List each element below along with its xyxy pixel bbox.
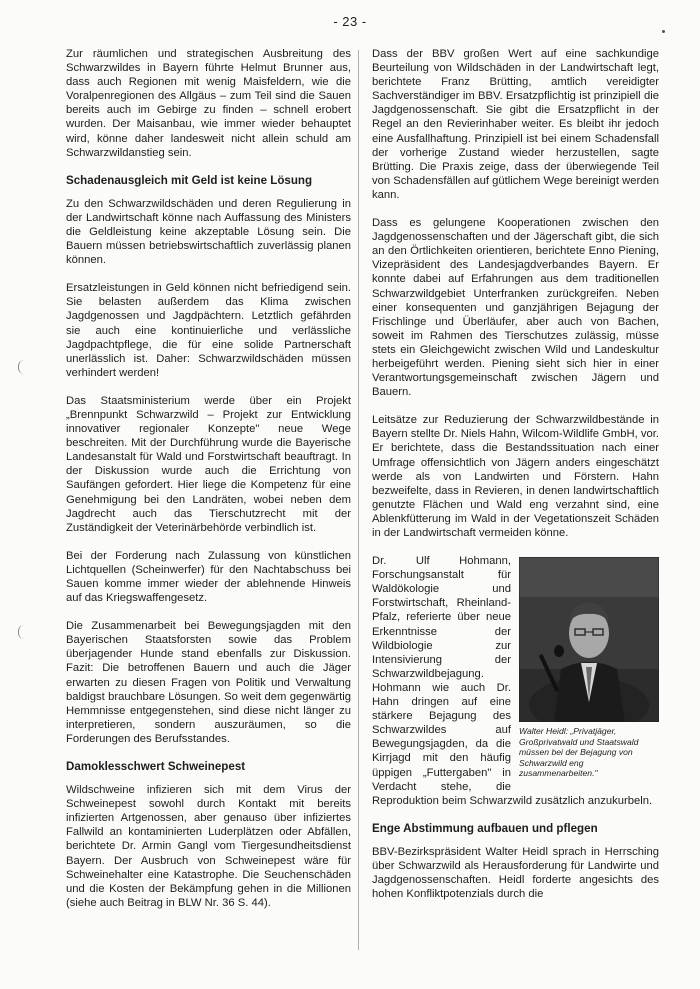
paragraph: Zur räumlichen und strategischen Ausbreitung des Schwarzwildes in Bayern führte Helmut Brunner aus, dass auch Regionen mit wenig Maisfeldern, wie die Voralpenregionen des Allgäus – zum Teil sind die Sauen bereits auch im Gebirge zu finden – schnell erobert wurden. Der Maisanbau, wie immer wieder behauptet wird, könne daher landesweit nicht allein schuld am Schwarzwildanstieg sein. — [66, 48, 351, 159]
scan-speck — [662, 30, 665, 33]
binding-hole-mark — [18, 360, 27, 374]
section-heading: Damoklesschwert Schweinepest — [66, 760, 246, 774]
paragraph: Dass es gelungene Kooperationen zwischen den Jagdgenossenschaften und der Jägerschaft gibt, die sich an den Örtlichkeiten orientieren, berichtete Enno Piening, Vizepräsident des Landesjagdverbandes Bayern. Er konnte dabei auf Erfahrungen aus dem traditionellen Schwarzwildgebiet Unterfranken zurückgreifen. Neben einer konsequenten und ganzjährigen Bejagung der Frischlinge und Überläufer, aber auch von Bachen, soweit im Rahmen des Tierschutzes zulässig, müsse stets ein Gleichgewicht zwischen Wild und Landeskultur herbeigeführt werden. Piening sieht sich hier in einer Verantwortungsgemeinschaft zwischen Jägern und Bauern. — [372, 217, 659, 399]
column-divider — [358, 50, 359, 950]
paragraph: Wildschweine infizieren sich mit dem Virus der Schweinepest sowohl durch Kontakt mit bereits infizierten Artgenossen, aber genauso über infiziertes Fallwild an kontaminierten Luderplätzen oder Abfällen, berichtete Dr. Armin Gangl vom Tiergesundheitsdienst Bayern. Der Ausbruch von Schweinepest wäre für Schweinehalter eine Katastrophe. Die Seuchenschäden und die Kosten der Bekämpfung gehen in die Millionen (siehe auch Beitrag in BLW Nr. 36 S. 44). — [66, 784, 351, 909]
paragraph: Ersatzleistungen in Geld können nicht befriedigend sein. Sie belasten außerdem das Klima zwischen Jagdgenossen und Jagdpächtern. Letztlich gefährden sie auch eine kontinuierliche und verlässliche Jagdpachtpflege, die für eine solide Partnerschaft unerlässlich ist. Daher: Schwarzwildschäden müssen verhindert werden! — [66, 282, 351, 379]
paragraph: Dass der BBV großen Wert auf eine sachkundige Beurteilung von Wildschäden in der Landwirtschaft legt, berichtete Franz Brütting, amtlich vereidigter Sachverständiger im BBV. Ersatzpflichtig ist prinzipiell die Jagdgenossenschaft. Sie gibt die Ersatzpflicht in der Regel an den Revierinhaber weiter. Es bleibt ihr jedoch eine Ausfallhaftung. Prinzipiell ist bei einem Schadensfall der vorherige Zustand wieder herzustellen, sagte Brütting. Die Praxis zeige, dass der überwiegende Teil von Schadensfällen auf gütlichem Wege bereinigt werden kann. — [372, 48, 659, 201]
section-heading: Schadenausgleich mit Geld ist keine Lösung — [66, 173, 313, 187]
paragraph: Bei der Forderung nach Zulassung von künstlichen Lichtquellen (Scheinwerfer) für den Nachtabschuss bei Sauen komme immer wieder der ablehnende Hinweis auf das Kriegswaffengesetz. — [66, 549, 351, 605]
paragraph-text: Dr. Ulf Hohmann, Forschungsanstalt für Waldökologie und Forstwirtschaft, Rheinland-Pfalz, referierte über neue Erkenntnisse der Wildbiologie zur Intensivierung der Schwarzwildbejagung. Hohmann wie auch Dr. Hahn dringen auf eine stärkere Bejagung des Schwarzwildes auf Bewegungsjagden, da die Kirrjagd mit den häufig üppigen „Futtergaben" in Verdacht stehe, die Reproduktion beim Schwarzwild zusätzlich anzukurbeln. — [372, 555, 653, 807]
section-heading: Enge Abstimmung aufbauen und pflegen — [372, 821, 598, 835]
paragraph: Das Staatsministerium werde über ein Projekt „Brennpunkt Schwarzwild – Projekt zur Entwicklung innovativer regionaler Konzepte" neue Wege beschreiten. Mit der Durchführung wurde die Bayerische Landesanstalt für Wald und Forstwirtschaft beauftragt. In der Diskussion wurde auch die Errichtung von Saufängen gefordert. Hier liege die Kompetenz für eine Genehmigung bei den Landräten, wobei neben dem Jagdrecht auch das Tierschutzrecht mit der Zuständigkeit der Veterinärbehörde verbindlich ist. — [66, 394, 351, 534]
photo-figure — [519, 557, 659, 779]
paragraph: BBV-Bezirkspräsident Walter Heidl sprach in Herrsching über Schwarzwild als Herausforderung für Landwirte und Jagdgenossenschaften. Heidl forderte angesichts des hohen Konfliktpotenzials durch die — [372, 845, 659, 901]
speaker-photo — [519, 557, 659, 722]
paragraph: Leitsätze zur Reduzierung der Schwarzwildbestände in Bayern stellte Dr. Niels Hahn, Wilcom-Wildlife GmbH, vor. Er berichtete, dass die Bestandssituation nach einer Umfrage offensichtlich von Jägern anders eingeschätzt werde als von Landwirten und Förstern. Hahn bezweifelte, dass in Revieren, in denen landwirtschaftlich genutzte Flächen und Wald eng verzahnt sind, eine Ablenkfütterung im Wald in der Vegetationszeit Schäden in der Landwirtschaft vermeiden könne. — [372, 414, 659, 539]
paragraph: Die Zusammenarbeit bei Bewegungsjagden mit den Bayerischen Staatsforsten sowie das Problem überjagender Hunde stand ebenfalls zur Diskussion. Fazit: Die betroffenen Bauern und auch die Jäger erwarten zu diesen Fragen von Politik und Verwaltung baldigst brauchbare Lösungen. So weit dem gegenwärtig Hemmnisse entgegenstehen, sind diese nicht länger zu interpretieren, sondern auszuräumen, so die Forderungen des Berufsstandes. — [66, 620, 351, 745]
right-column — [372, 47, 659, 915]
left-column — [66, 47, 351, 924]
paragraph: Zu den Schwarzwildschäden und deren Regulierung in der Landwirtschaft könne nach Auffassung des Ministers die Geldleistung keine akzeptable Lösung sein. Die Bauern müssen betriebswirtschaftlich zuverlässig planen können. — [66, 197, 351, 267]
photo-caption: Walter Heidl: „Privatjäger, Großprivatwald und Staatswald müssen bei der Bejagung von Schwarzwild eng zusammenarbeiten." — [519, 726, 639, 779]
page-number: - 23 - — [333, 14, 367, 29]
binding-hole-mark — [18, 625, 27, 639]
paragraph — [372, 554, 659, 808]
